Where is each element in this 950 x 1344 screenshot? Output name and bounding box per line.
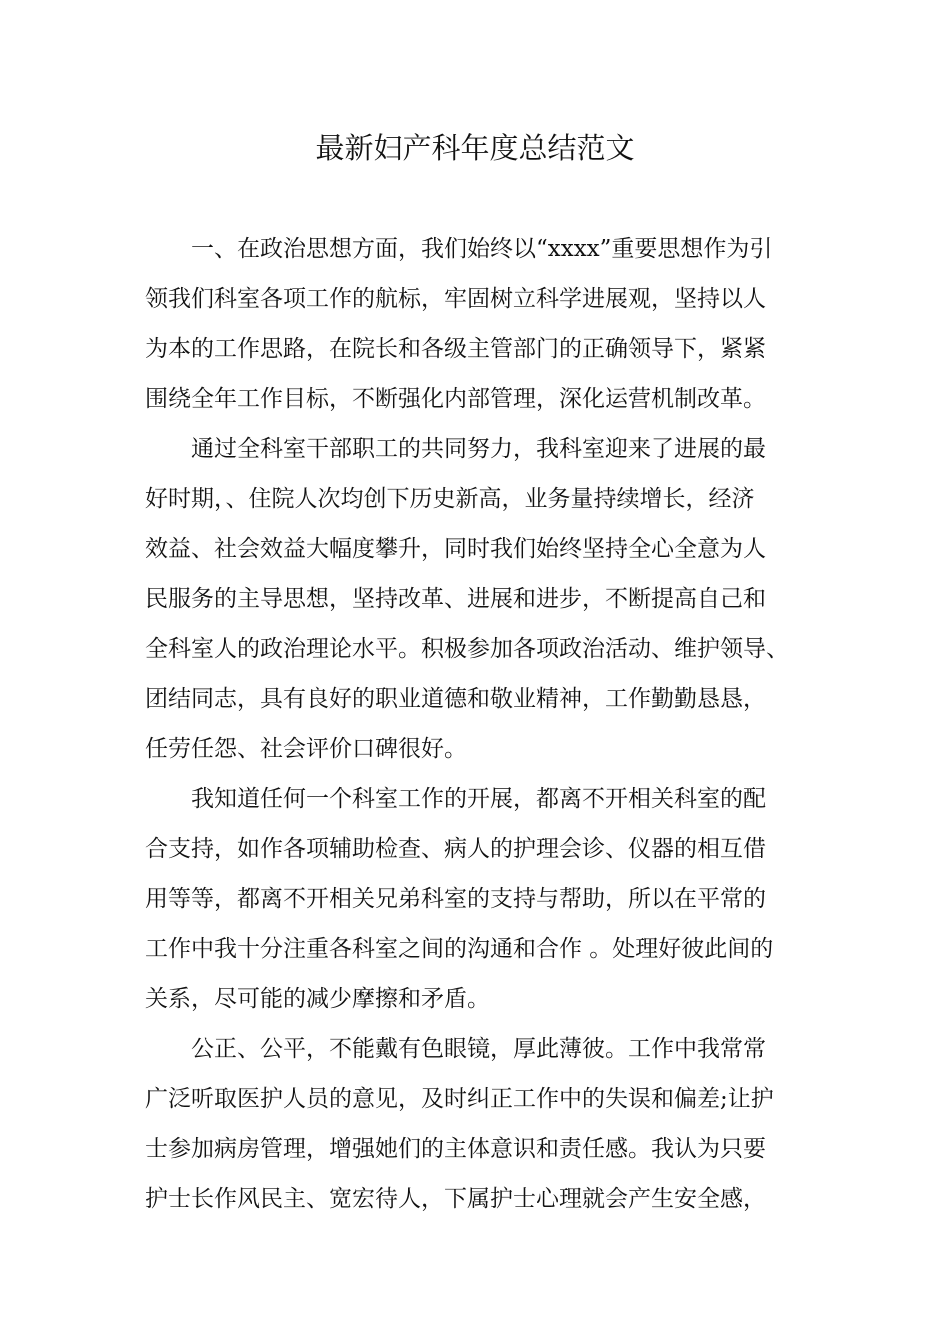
paragraph-line: 工作中我十分注重各科室之间的沟通和合作 。处理好彼此间的 — [145, 936, 774, 962]
paragraph-3 — [145, 774, 817, 1024]
paragraph-line: 一、在政治思想方面，我们始终以“xxxx”重要思想作为引 — [191, 236, 773, 262]
paragraph-line: 合支持，如作各项辅助检查、病人的护理会诊、仪器的相互借 — [145, 836, 766, 862]
paragraph-line: 民服务的主导思想，坚持改革、进展和进步，不断提高自己和 — [145, 586, 766, 612]
paragraph-line: 任劳任怨、社会评价口碑很好。 — [145, 736, 467, 762]
paragraph-line: 团结同志，具有良好的职业道德和敬业精神，工作勤勤恳恳， — [145, 686, 766, 712]
document-body — [145, 224, 817, 1224]
paragraph-line: 领我们科室各项工作的航标，牢固树立科学进展观，坚持以人 — [145, 286, 766, 312]
paragraph-line: 全科室人的政治理论水平。积极参加各项政治活动、维护领导、 — [145, 636, 789, 662]
paragraph-line: 效益、社会效益大幅度攀升，同时我们始终坚持全心全意为人 — [145, 536, 766, 562]
paragraph-line: 广泛听取医护人员的意见，及时纠正工作中的失误和偏差;让护 — [145, 1086, 774, 1112]
paragraph-line: 为本的工作思路，在院长和各级主管部门的正确领导下，紧紧 — [145, 336, 766, 362]
paragraph-4 — [145, 1024, 817, 1224]
document-title: 最新妇产科年度总结范文 — [315, 131, 635, 165]
paragraph-line: 好时期，、住院人次均创下历史新高，业务量持续增长，经济 — [145, 486, 755, 512]
paragraph-2 — [145, 424, 817, 774]
paragraph-line: 用等等，都离不开相关兄弟科室的支持与帮助，所以在平常的 — [145, 886, 766, 912]
paragraph-1 — [145, 224, 817, 424]
paragraph-line: 围绕全年工作目标，不断强化内部管理，深化运营机制改革。 — [145, 386, 766, 412]
paragraph-line: 关系，尽可能的减少摩擦和矛盾。 — [145, 986, 490, 1012]
paragraph-line: 公正、公平，不能戴有色眼镜，厚此薄彼。工作中我常常 — [191, 1036, 766, 1062]
paragraph-line: 通过全科室干部职工的共同努力，我科室迎来了进展的最 — [191, 436, 766, 462]
paragraph-line: 士参加病房管理，增强她们的主体意识和责任感。我认为只要 — [145, 1136, 766, 1162]
paragraph-line: 护士长作风民主、宽宏待人，下属护士心理就会产生安全感， — [145, 1186, 766, 1212]
paragraph-line: 我知道任何一个科室工作的开展，都离不开相关科室的配 — [191, 786, 766, 812]
